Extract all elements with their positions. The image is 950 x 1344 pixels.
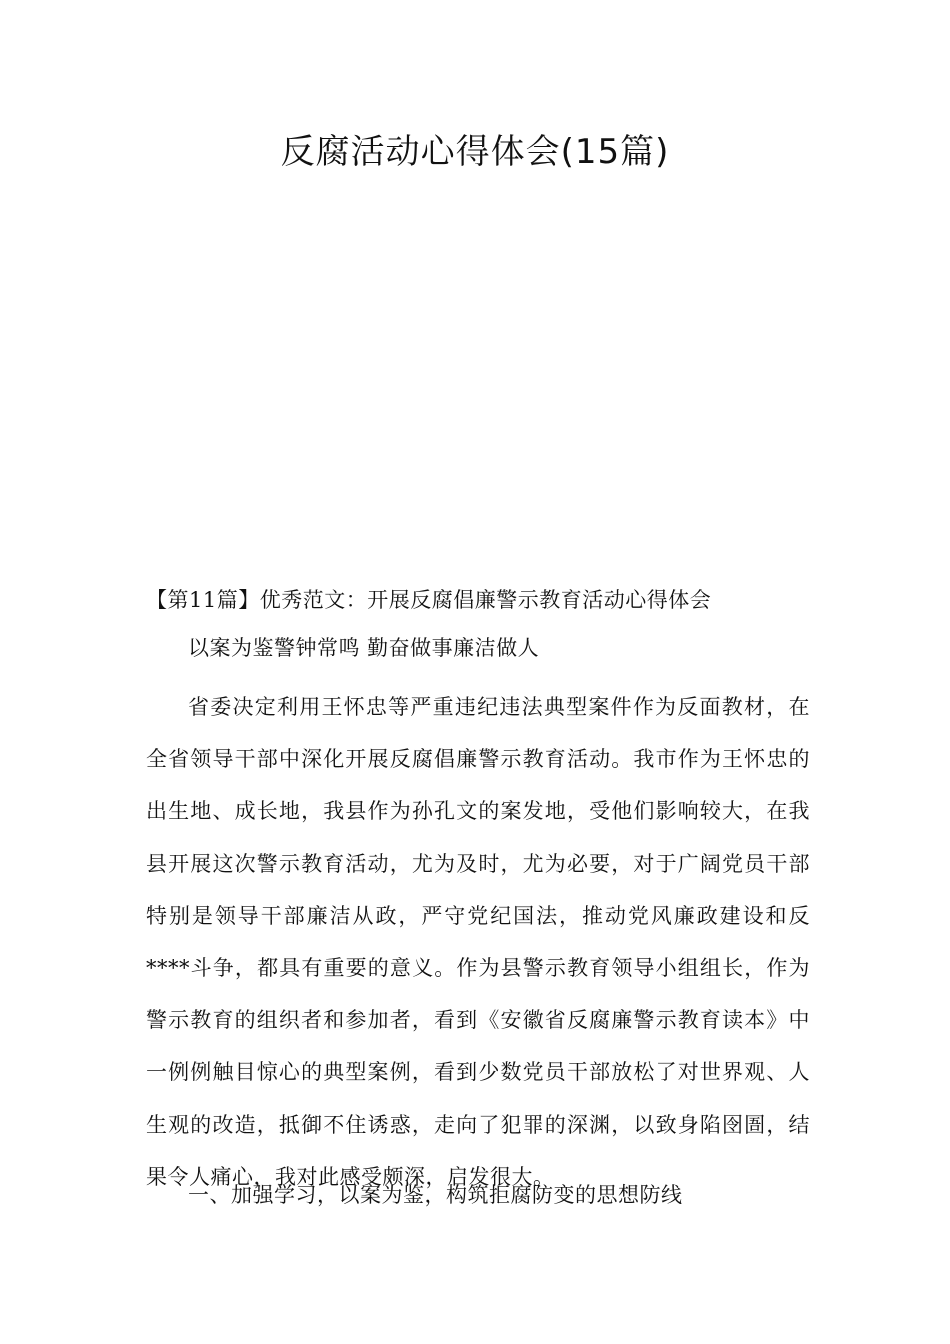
document-title: 反腐活动心得体会(15篇) <box>280 132 670 172</box>
article-subtitle: 以案为鉴警钟常鸣 勤奋做事廉洁做人 <box>188 636 540 660</box>
section-heading: 【第11篇】优秀范文：开展反腐倡廉警示教育活动心得体会 <box>146 588 712 612</box>
point-heading: 一、加强学习，以案为鉴，构筑拒腐防变的思想防线 <box>188 1183 683 1207</box>
body-paragraph: 省委决定利用王怀忠等严重违纪违法典型案件作为反面教材，在全省领导干部中深化开展反腐倡廉警示教育活动。我市作为王怀忠的出生地、成长地，我县作为孙孔文的案发地，受他们影响较大，在我县开展这次警示教育活动，尤为及时，尤为必要，对于广阔党员干部特别是领导干部廉洁从政，严守党纪国法，推动党风廉政建设和反****斗争，都具有重要的意义。作为县警示教育领导小组组长，作为警示教育的组织者和参加者，看到《安徽省反腐廉警示教育读本》中一例例触目惊心的典型案例，看到少数党员干部放松了对世界观、人生观的改造，抵御不住诱惑，走向了犯罪的深渊，以致身陷囹圄，结果令人痛心，我对此感受颇深，启发很大。 <box>146 695 810 1189</box>
